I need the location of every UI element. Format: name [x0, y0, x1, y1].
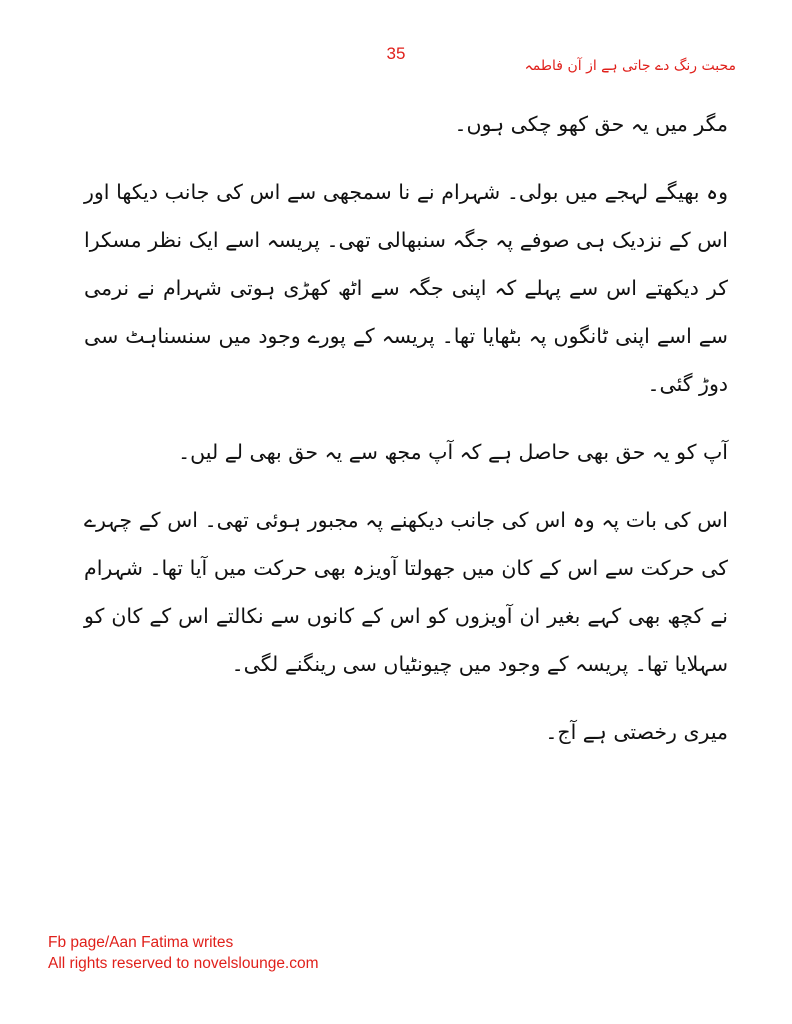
paragraph-2: وہ بھیگے لہجے میں بولی۔ شہرام نے نا سمجھی سے اس کی جانب دیکھا اور اس کے نزدیک ہی صوفے پہ جگہ سنبھالی تھی۔ پریسہ اسے ایک نظر مسکرا کر دیکھتے اس سے پہلے کہ اپنی جگہ سے اٹھ کھڑی ہوتی شہرام نے نرمی سے اسے اپنی ٹانگوں پہ بٹھایا تھا۔ پریسہ کے پورے وجود میں سنسناہٹ سی دوڑ گئی۔: [84, 180, 728, 396]
page-number: 35: [386, 44, 406, 63]
footer-fb-page: Fb page/Aan Fatima writes: [48, 934, 234, 951]
body-text: [84, 100, 728, 776]
footer-credits: [48, 932, 319, 974]
paragraph-4: اس کی بات پہ وہ اس کی جانب دیکھنے پہ مجبور ہوئی تھی۔ اس کے چہرے کی حرکت سے اس کے کان میں جھولتا آویزہ بھی حرکت میں آیا تھا۔ شہرام نے کچھ بھی کہے بغیر ان آویزوں کو اس کے کانوں سے نکالتے اس کے کان کو سہلایا تھا۔ پریسہ کے وجود میں چیونٹیاں سی رینگنے لگی۔: [84, 508, 728, 676]
paragraph-5: میری رخصتی ہے آج۔: [545, 720, 728, 744]
paragraph-3: آپ کو یہ حق بھی حاصل ہے کہ آپ مجھ سے یہ حق بھی لے لیں۔: [178, 440, 728, 464]
running-header: محبت رنگ دے جاتی ہے از آن فاطمہ: [524, 58, 736, 74]
paragraph-1: مگر میں یہ حق کھو چکی ہوں۔: [454, 112, 728, 136]
footer-copyright: All rights reserved to novelslounge.com: [48, 955, 319, 972]
